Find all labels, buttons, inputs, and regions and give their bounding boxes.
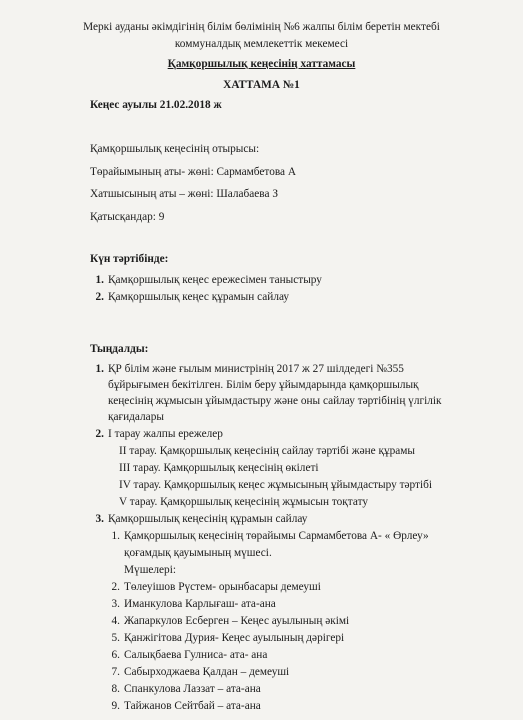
member-9 xyxy=(104,699,261,713)
heard-heading: Тыңдалды: xyxy=(90,343,149,355)
member-8-num: 8. xyxy=(111,683,120,695)
header-org-line1: Меркі ауданы әкімдігінің білім бөлімінің №6 жалпы білім беретін мектебі xyxy=(83,21,440,33)
heard-item-1-line1: ҚР білім және ғылым министрінің 2017 ж 27 шілдедегі №355 xyxy=(108,363,404,375)
heard-item-1-line4: қағидалары xyxy=(108,411,164,423)
member-5-text: Қанжігітова Дурия- Кеңес ауылының дәрігері xyxy=(124,632,345,644)
header-org-line2: коммуналдық мемлекеттік мекемесі xyxy=(174,38,349,50)
member-7-num: 7. xyxy=(111,666,120,678)
heard-item-3-text: Қамқоршылық кеңесінің құрамын сайлау xyxy=(108,513,308,525)
meeting-title: Қамқоршылық кеңесінің отырысы: xyxy=(90,143,260,155)
member-3-num: 3. xyxy=(111,598,120,610)
member-4 xyxy=(104,614,349,628)
member-5 xyxy=(104,631,344,645)
section-5: V тарау. Қамқоршылық кеңесінің жұмысын тоқтату xyxy=(119,496,369,508)
section-3: ІІІ тарау. Қамқоршылық кеңесінің өкілеті xyxy=(119,462,319,474)
member-6-text: Салықбаева Гулниса- ата- ана xyxy=(124,649,268,661)
member-8-text: Спанкулова Лаззат – ата-ана xyxy=(124,683,261,695)
member-3-text: Иманкулова Карлығаш- ата-ана xyxy=(124,598,276,610)
heard-item-1-line2: бұйрығымен бекітілген. Білім беру ұйымдарында қамқоршылық xyxy=(108,379,419,391)
member-1-num: 1. xyxy=(111,530,120,542)
attendees-count: Қатысқандар: 9 xyxy=(90,211,165,223)
member-2-text: Төлеуішов Рүстем- орынбасары демеуші xyxy=(124,581,321,593)
member-3 xyxy=(104,597,276,611)
place-date: Кеңес ауылы 21.02.2018 ж xyxy=(90,99,222,111)
heard-item-1-num: 1. xyxy=(95,363,104,375)
agenda-item-2-text: Қамқоршылық кеңес құрамын сайлау xyxy=(108,291,290,303)
heard-item-2 xyxy=(88,427,223,441)
member-6 xyxy=(104,648,267,662)
member-4-text: Жапаркулов Есберген – Кеңес ауылының әкімі xyxy=(124,615,350,627)
heard-item-1-line3: кеңесінің жұмысын ұйымдастыру және оны сайлау тәртібінің үлгілік xyxy=(108,395,442,407)
heard-item-3 xyxy=(88,512,307,526)
member-6-num: 6. xyxy=(111,649,120,661)
member-7 xyxy=(104,665,289,679)
doc-type-title: Қамқоршылық кеңесінің хаттамасы xyxy=(167,58,356,70)
agenda-item-1-text: Қамқоршылық кеңес ережесімен таныстыру xyxy=(108,274,322,286)
agenda-item-2-num: 2. xyxy=(95,291,104,303)
member-7-text: Сабырходжаева Қалдан – демеуші xyxy=(124,666,290,678)
agenda-item-2 xyxy=(88,290,289,304)
secretary-name: Хатшысының аты – жөні: Шалабаева З xyxy=(90,188,278,200)
agenda-item-1-num: 1. xyxy=(95,274,104,286)
member-4-num: 4. xyxy=(111,615,120,627)
chair-line2: қоғамдық қауымының мүшесі. xyxy=(124,547,272,559)
heard-item-1 xyxy=(88,362,404,376)
members-label: Мүшелері: xyxy=(124,564,176,576)
member-8 xyxy=(104,682,261,696)
section-2: ІІ тарау. Қамқоршылық кеңесінің сайлау тәртібі және құрамы xyxy=(119,445,416,457)
protocol-number: ХАТТАМА №1 xyxy=(223,79,300,91)
member-1 xyxy=(104,529,429,543)
member-5-num: 5. xyxy=(111,632,120,644)
member-2-num: 2. xyxy=(111,581,120,593)
member-2 xyxy=(104,580,321,594)
section-4: ІV тарау. Қамқоршылық кеңес жұмысының ұйымдастыру тәртібі xyxy=(119,479,433,491)
member-9-num: 9. xyxy=(111,700,120,712)
heard-item-3-num: 3. xyxy=(95,513,104,525)
chair-name: Төрайымының аты- жөні: Сармамбетова А xyxy=(90,166,297,178)
member-9-text: Тайжанов Сейтбай – ата-ана xyxy=(124,700,261,712)
agenda-heading: Күн тәртібінде: xyxy=(90,253,169,265)
agenda-item-1 xyxy=(88,273,322,287)
heard-item-2-num: 2. xyxy=(95,428,104,440)
member-1-text: Қамқоршылық кеңесінің төрайымы Сармамбетова А- « Өрлеу» xyxy=(124,530,429,542)
heard-item-2-text: І тарау жалпы ережелер xyxy=(108,428,223,440)
